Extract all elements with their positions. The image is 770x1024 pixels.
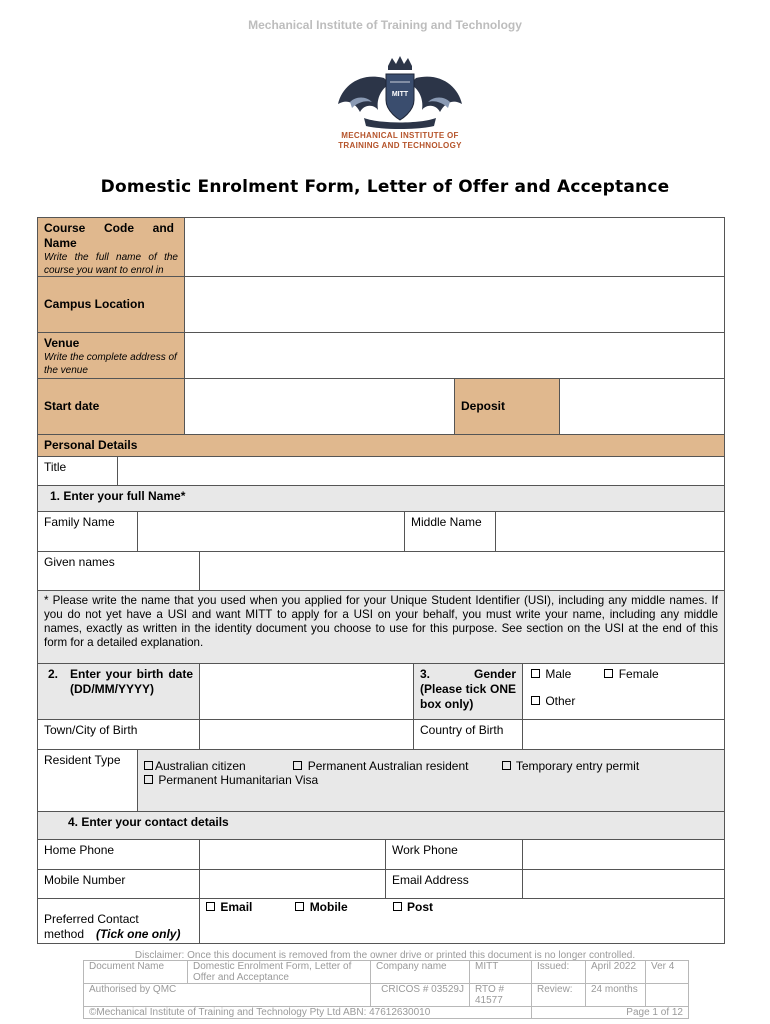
resident-row xyxy=(37,749,725,811)
course-row xyxy=(37,217,725,276)
town-label: Town/City of Birth xyxy=(38,720,200,749)
dob-label: Enter your birth date (DD/MM/YYYY) xyxy=(70,667,193,696)
checkbox-icon[interactable] xyxy=(206,902,215,911)
checkbox-icon[interactable] xyxy=(393,902,402,911)
personal-details-heading: Personal Details xyxy=(38,435,724,456)
family-name-label: Family Name xyxy=(38,512,138,551)
preferred-email-option[interactable]: Email xyxy=(206,900,292,915)
resident-label: Resident Type xyxy=(38,750,138,811)
checkbox-icon[interactable] xyxy=(144,761,153,770)
dob-input[interactable] xyxy=(200,664,414,719)
gender-other-option[interactable]: Other xyxy=(531,694,575,709)
work-phone-label: Work Phone xyxy=(386,840,523,869)
mobile-label: Mobile Number xyxy=(38,870,200,898)
given-names-input[interactable] xyxy=(200,552,724,590)
venue-label: Venue xyxy=(44,336,80,350)
middle-name-label: Middle Name xyxy=(405,512,496,551)
review-value: 24 months xyxy=(586,984,646,1007)
phone-row xyxy=(37,839,725,869)
section-1-heading: 1. Enter your full Name* xyxy=(38,486,724,511)
rto: RTO # 41577 xyxy=(470,984,532,1007)
title-label: Title xyxy=(38,457,118,485)
start-date-label: Start date xyxy=(38,379,185,434)
issued-label: Issued: xyxy=(532,961,586,984)
title-input[interactable] xyxy=(118,457,724,485)
venue-input[interactable] xyxy=(185,333,724,378)
course-label: Course Code and Name xyxy=(44,221,174,250)
checkbox-icon[interactable] xyxy=(531,696,540,705)
birthplace-row xyxy=(37,719,725,749)
checkbox-icon[interactable] xyxy=(604,669,613,678)
page-number: Page 1 of 12 xyxy=(532,1007,689,1019)
resident-temporary-option[interactable]: Temporary entry permit xyxy=(502,759,640,773)
section-4-heading: 4. Enter your contact details xyxy=(38,812,724,839)
company-value: MITT xyxy=(470,961,532,984)
document-title: Domestic Enrolment Form, Letter of Offer and Acceptance xyxy=(100,177,670,197)
logo-text: MECHANICAL INSTITUTE OF TRAINING AND TECHNOLOGY xyxy=(338,131,462,150)
work-phone-input[interactable] xyxy=(523,840,724,869)
gender-male-option[interactable]: Male xyxy=(531,667,601,682)
home-phone-input[interactable] xyxy=(200,840,386,869)
preferred-mobile-option[interactable]: Mobile xyxy=(295,900,389,915)
start-deposit-row xyxy=(37,378,725,434)
name-row xyxy=(37,511,725,551)
town-input[interactable] xyxy=(200,720,414,749)
mobile-input[interactable] xyxy=(200,870,386,898)
copyright: ©Mechanical Institute of Training and Technology Pty Ltd ABN: 47612630010 xyxy=(84,1007,532,1019)
svg-text:MITT: MITT xyxy=(391,91,409,98)
resident-options xyxy=(138,750,724,811)
home-phone-label: Home Phone xyxy=(38,840,200,869)
enrolment-form xyxy=(37,217,725,944)
resident-humanitarian-option[interactable]: Permanent Humanitarian Visa xyxy=(144,773,318,787)
preferred-contact-row xyxy=(37,898,725,944)
checkbox-icon[interactable] xyxy=(293,761,302,770)
title-row xyxy=(37,456,725,485)
issued-value: April 2022 xyxy=(586,961,646,984)
campus-row xyxy=(37,276,725,332)
email-label: Email Address xyxy=(386,870,523,898)
venue-label-cell xyxy=(38,333,185,378)
preferred-label: Preferred Contact method xyxy=(44,912,139,941)
given-names-label: Given names xyxy=(38,552,200,590)
dob-gender-row xyxy=(37,663,725,719)
dob-label-cell xyxy=(38,664,200,719)
version: Ver 4 xyxy=(646,961,689,984)
disclaimer: Disclaimer: Once this document is removed from the owner drive or printed this document is no longer controlled. xyxy=(134,950,636,961)
country-label: Country of Birth xyxy=(414,720,523,749)
review-label: Review: xyxy=(532,984,586,1007)
course-label-cell xyxy=(38,218,185,276)
authorised: Authorised by QMC xyxy=(84,984,371,1007)
start-date-input[interactable] xyxy=(185,379,455,434)
course-input[interactable] xyxy=(185,218,724,276)
company-label: Company name xyxy=(371,961,470,984)
checkbox-icon[interactable] xyxy=(295,902,304,911)
checkbox-icon[interactable] xyxy=(502,761,511,770)
usi-note-row xyxy=(37,590,725,663)
section-1-row xyxy=(37,485,725,511)
deposit-label: Deposit xyxy=(455,379,560,434)
mobile-email-row xyxy=(37,869,725,898)
gender-label: 3. Gender (Please tick ONE box only) xyxy=(414,664,523,719)
course-hint: Write the full name of the course you want to enrol in xyxy=(44,252,178,276)
email-input[interactable] xyxy=(523,870,724,898)
checkbox-icon[interactable] xyxy=(144,775,153,784)
doc-name-value: Domestic Enrolment Form, Letter of Offer and Acceptance xyxy=(188,961,371,984)
country-input[interactable] xyxy=(523,720,724,749)
footer-table xyxy=(83,960,689,1019)
gender-options xyxy=(523,664,724,719)
campus-label: Campus Location xyxy=(38,277,185,332)
preferred-options xyxy=(200,899,724,943)
dob-number: 2. xyxy=(48,667,59,681)
resident-citizen-option[interactable]: Australian citizen xyxy=(144,759,290,773)
preferred-post-option[interactable]: Post xyxy=(393,900,433,915)
institute-header: Mechanical Institute of Training and Technology xyxy=(248,18,522,32)
usi-note: * Please write the name that you used when you applied for your Unique Student Identifier (USI), including any middle names. If you do not yet have a USI and want MITT to apply for a USI on your behalf, you must write your name, including any middle names, exactly as written in the identity document you choose to use for this purpose. See section on the USI at the end of this form for a detailed explanation. xyxy=(38,591,724,663)
doc-name-label: Document Name xyxy=(84,961,188,984)
resident-permanent-option[interactable]: Permanent Australian resident xyxy=(293,759,498,773)
footer xyxy=(0,950,770,1018)
venue-hint: Write the complete address of the venue xyxy=(44,352,177,376)
preferred-hint: (Tick one only) xyxy=(96,927,181,941)
personal-details-row xyxy=(37,434,725,456)
venue-row xyxy=(37,332,725,378)
campus-input[interactable] xyxy=(185,277,724,332)
middle-name-input[interactable] xyxy=(496,512,724,551)
given-names-row xyxy=(37,551,725,590)
family-name-input[interactable] xyxy=(138,512,405,551)
deposit-input[interactable] xyxy=(560,379,724,434)
preferred-label-cell xyxy=(38,899,200,943)
checkbox-icon[interactable] xyxy=(531,669,540,678)
cricos: CRICOS # 03529J xyxy=(371,984,470,1007)
section-4-row xyxy=(37,811,725,839)
gender-female-option[interactable]: Female xyxy=(604,667,658,682)
